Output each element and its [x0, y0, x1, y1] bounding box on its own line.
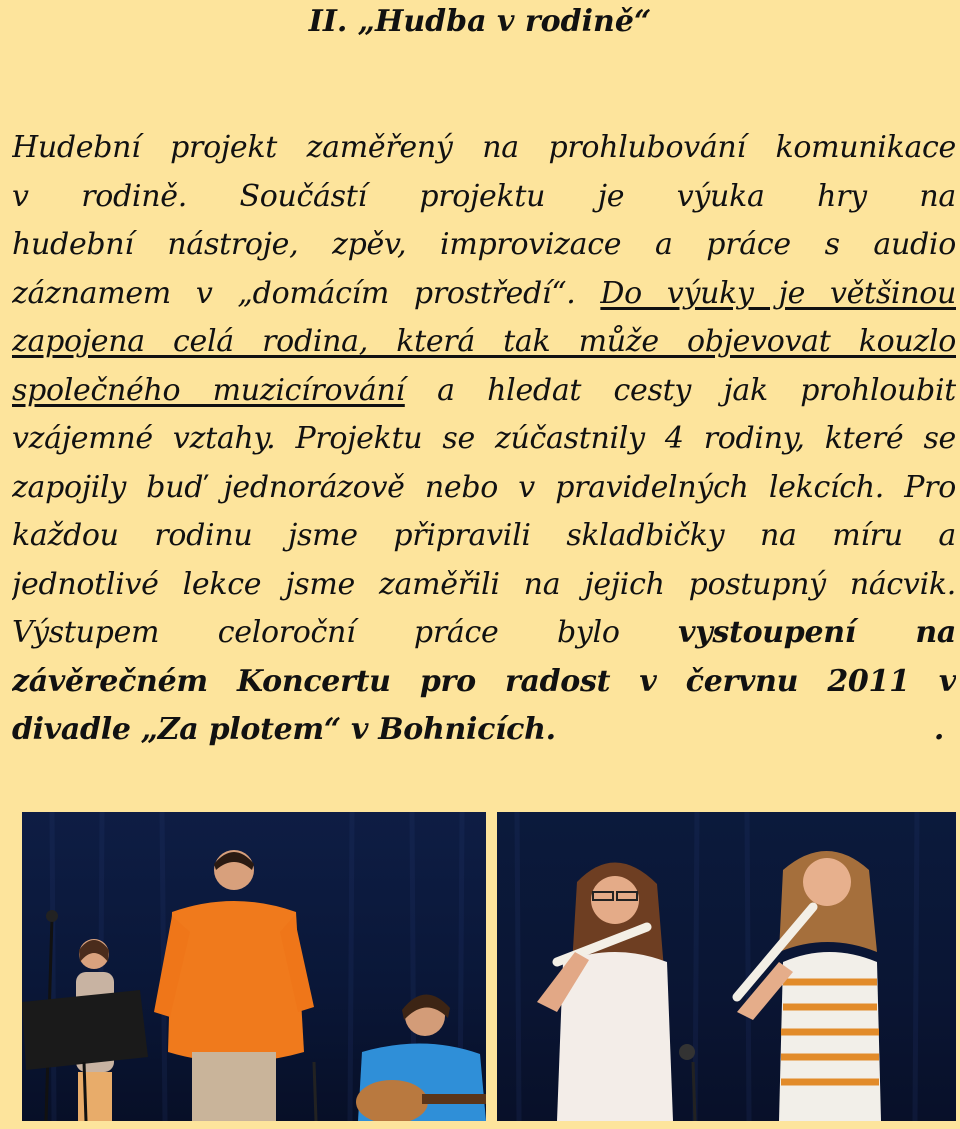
text-line: [12, 270, 956, 319]
photo-illustration: [22, 812, 486, 1121]
text-line: Hudební projekt zaměřený na prohlubování komunikace: [12, 130, 956, 165]
text-line: každou rodinu jsme připravili skladbičky na míru a: [12, 518, 956, 553]
photo-illustration: [497, 812, 956, 1121]
concert-photo-recorder-duo: [497, 812, 956, 1121]
text-line: vzájemné vztahy. Projektu se zúčastnily 4 rodiny, které se: [12, 421, 956, 456]
bold-text-line: závěrečném Koncertu pro radost v červnu 2011 v: [12, 663, 956, 699]
underlined-text: Do výuky je většinou: [600, 275, 956, 311]
bold-text-line: [12, 706, 956, 755]
project-description: [12, 124, 956, 755]
text-segment: Výstupem celoroční práce bylo: [12, 615, 679, 650]
text-line: [12, 609, 956, 658]
text-line: v rodině. Součástí projektu je výuka hry na: [12, 178, 956, 214]
text-line: zapojily buď jednorázově nebo v pravidelných lekcích. Pro: [12, 469, 956, 505]
underlined-text: společného muzicírování: [12, 372, 405, 408]
concert-photo-family-group: [22, 812, 486, 1121]
bold-text: divadle „Za plotem“ v Bohnicích.: [12, 712, 556, 747]
text-segment: záznamem v „domácím prostředí“.: [12, 275, 601, 311]
text-line: jednotlivé lekce jsme zaměřili na jejich postupný nácvik.: [12, 566, 956, 602]
underlined-text-line: zapojena celá rodina, která tak může objevovat kouzlo: [12, 324, 956, 359]
text-segment: a hledat cesty jak prohloubit: [404, 372, 956, 408]
bold-text: vystoupení na: [678, 615, 956, 650]
text-line: [12, 367, 956, 416]
trailing-period: .: [933, 712, 944, 747]
page-title: II. „Hudba v rodině“: [308, 4, 652, 39]
text-line: hudební nástroje, zpěv, improvizace a práce s audio: [12, 227, 956, 262]
